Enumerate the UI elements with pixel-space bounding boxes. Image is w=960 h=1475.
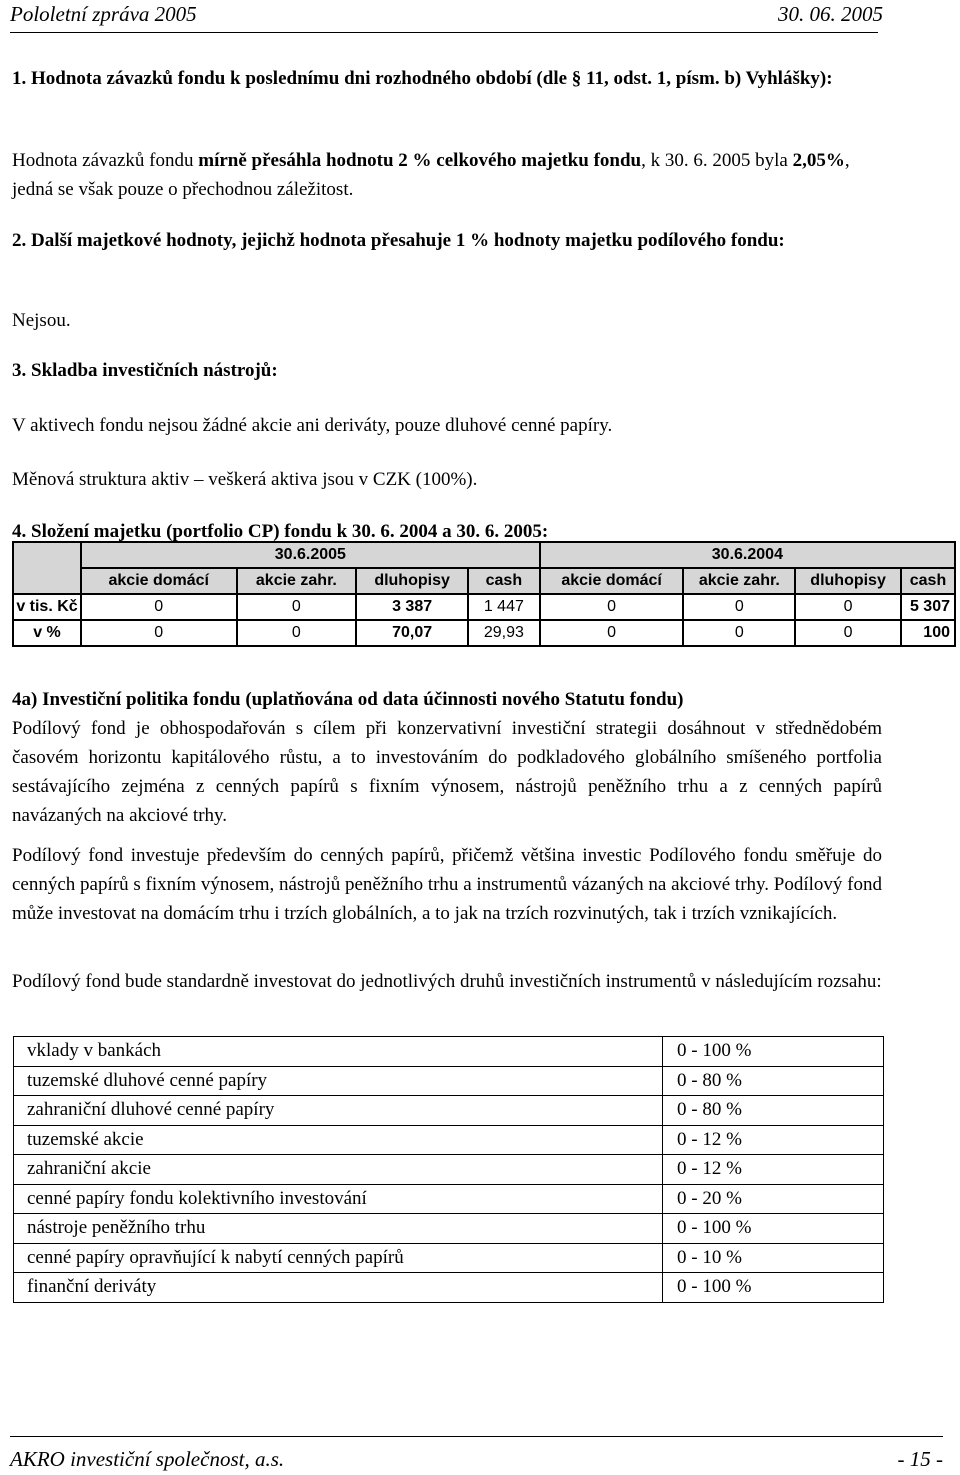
column-header: dluhopisy <box>795 568 901 594</box>
column-header: akcie zahr. <box>237 568 357 594</box>
date-2004-header: 30.6.2004 <box>540 542 955 568</box>
section-3-text-2: Měnová struktura aktiv – veškerá aktiva jsou v CZK (100%). <box>12 469 478 490</box>
table-cell: 3 387 <box>356 594 468 620</box>
column-header: akcie zahr. <box>683 568 795 594</box>
table-cell: 0 <box>540 594 684 620</box>
table-cell: 70,07 <box>356 620 468 646</box>
column-header: akcie domácí <box>81 568 237 594</box>
instrument-name: finanční deriváty <box>14 1273 663 1303</box>
table-cell: 5 307 <box>901 594 955 620</box>
instrument-name: zahraniční dluhové cenné papíry <box>14 1096 663 1126</box>
table-cell: 29,93 <box>468 620 540 646</box>
section-1-text: Hodnota závazků fondu mírně přesáhla hodnotu 2 % celkového majetku fondu, k 30. 6. 2005 byla 2,05%, jedná se však pouze o přechodnou záležitost. <box>12 150 850 200</box>
table-cell: 0 <box>795 620 901 646</box>
portfolio-table <box>12 541 956 647</box>
section-3-text-1: V aktivech fondu nejsou žádné akcie ani deriváty, pouze dluhové cenné papíry. <box>12 415 613 436</box>
instrument-range: 0 - 12 % <box>663 1155 884 1185</box>
section-4-heading: 4. Složení majetku (portfolio CP) fondu k 30. 6. 2004 a 30. 6. 2005: <box>12 521 549 542</box>
table-date-row <box>13 542 955 568</box>
column-header: cash <box>901 568 955 594</box>
instrument-name: cenné papíry fondu kolektivního investování <box>14 1184 663 1214</box>
instrument-range: 0 - 20 % <box>663 1184 884 1214</box>
table-row <box>14 1096 884 1126</box>
section-3-heading: 3. Skladba investičních nástrojů: <box>12 360 278 381</box>
table-row <box>14 1243 884 1273</box>
table-cell: 0 <box>683 594 795 620</box>
section-4a-heading: 4a) Investiční politika fondu (uplatňována od data účinnosti nového Statutu fondu) <box>12 689 684 710</box>
page-number: - 15 - <box>897 1447 943 1471</box>
table-row <box>14 1184 884 1214</box>
table-cell: 0 <box>81 620 237 646</box>
instrument-name: vklady v bankách <box>14 1037 663 1067</box>
table-row <box>14 1125 884 1155</box>
section-4a-paragraph-1: Podílový fond je obhospodařován s cílem při konzervativní investiční strategii dosáhnout v střednědobém časovém horizontu kapitálového růstu, a to investováním do podkladového globálního smíšeného portfolia sestávajícího zejména z cenných papírů s fixním výnosem, nástrojů peněžního trhu a z cenných papírů navázaných na akciové trhy. <box>12 718 882 826</box>
instrument-name: nástroje peněžního trhu <box>14 1214 663 1244</box>
table-cell: 0 <box>237 620 357 646</box>
allocation-table <box>13 1036 884 1303</box>
table-cell: 0 <box>795 594 901 620</box>
page-footer <box>10 1436 943 1473</box>
table-row <box>14 1273 884 1303</box>
instrument-range: 0 - 10 % <box>663 1243 884 1273</box>
table-row <box>13 620 955 646</box>
section-2-text: Nejsou. <box>12 310 71 331</box>
table-cell: 0 <box>237 594 357 620</box>
instrument-name: tuzemské akcie <box>14 1125 663 1155</box>
table-row <box>14 1037 884 1067</box>
document-date: 30. 06. 2005 <box>778 2 883 26</box>
instrument-range: 0 - 12 % <box>663 1125 884 1155</box>
instrument-range: 0 - 80 % <box>663 1096 884 1126</box>
column-header: akcie domácí <box>540 568 684 594</box>
company-name: AKRO investiční společnost, a.s. <box>10 1447 285 1471</box>
column-header: cash <box>468 568 540 594</box>
table-cell: 0 <box>540 620 684 646</box>
table-header-row <box>13 568 955 594</box>
document-title: Pololetní zpráva 2005 <box>10 2 197 26</box>
table-row <box>14 1214 884 1244</box>
table-row <box>14 1066 884 1096</box>
instrument-range: 0 - 100 % <box>663 1273 884 1303</box>
section-4a-paragraph-2: Podílový fond investuje především do cenných papírů, přičemž většina investic Podílového fondu směřuje do cenných papírů s fixním výnosem, nástrojů peněžního trhu a instrumentů vázaných na akciové trhy. Podílový fond může investovat na domácím trhu i trzích globálních, a to jak na trzích rozvinutých, tak i trzích vznikajících. <box>12 845 882 924</box>
page-header <box>10 2 883 33</box>
instrument-range: 0 - 100 % <box>663 1214 884 1244</box>
table-row <box>14 1155 884 1185</box>
corner-cell <box>13 542 81 594</box>
section-4a-paragraph-3: Podílový fond bude standardně investovat do jednotlivých druhů investičních instrumentů v následujícím rozsahu: <box>12 971 882 992</box>
instrument-name: tuzemské dluhové cenné papíry <box>14 1066 663 1096</box>
column-header: dluhopisy <box>356 568 468 594</box>
table-cell: 0 <box>683 620 795 646</box>
section-2-heading: 2. Další majetkové hodnoty, jejichž hodnota přesahuje 1 % hodnoty majetku podílového fondu: <box>12 230 785 251</box>
instrument-range: 0 - 100 % <box>663 1037 884 1067</box>
section-1-heading: 1. Hodnota závazků fondu k poslednímu dni rozhodného období (dle § 11, odst. 1, písm. b) Vyhlášky): <box>12 68 833 89</box>
table-cell: 100 <box>901 620 955 646</box>
table-cell: 0 <box>81 594 237 620</box>
instrument-range: 0 - 80 % <box>663 1066 884 1096</box>
row-label: v % <box>13 620 81 646</box>
table-row <box>13 594 955 620</box>
instrument-name: zahraniční akcie <box>14 1155 663 1185</box>
instrument-name: cenné papíry opravňující k nabytí cenných papírů <box>14 1243 663 1273</box>
date-2005-header: 30.6.2005 <box>81 542 540 568</box>
row-label: v tis. Kč <box>13 594 81 620</box>
table-cell: 1 447 <box>468 594 540 620</box>
